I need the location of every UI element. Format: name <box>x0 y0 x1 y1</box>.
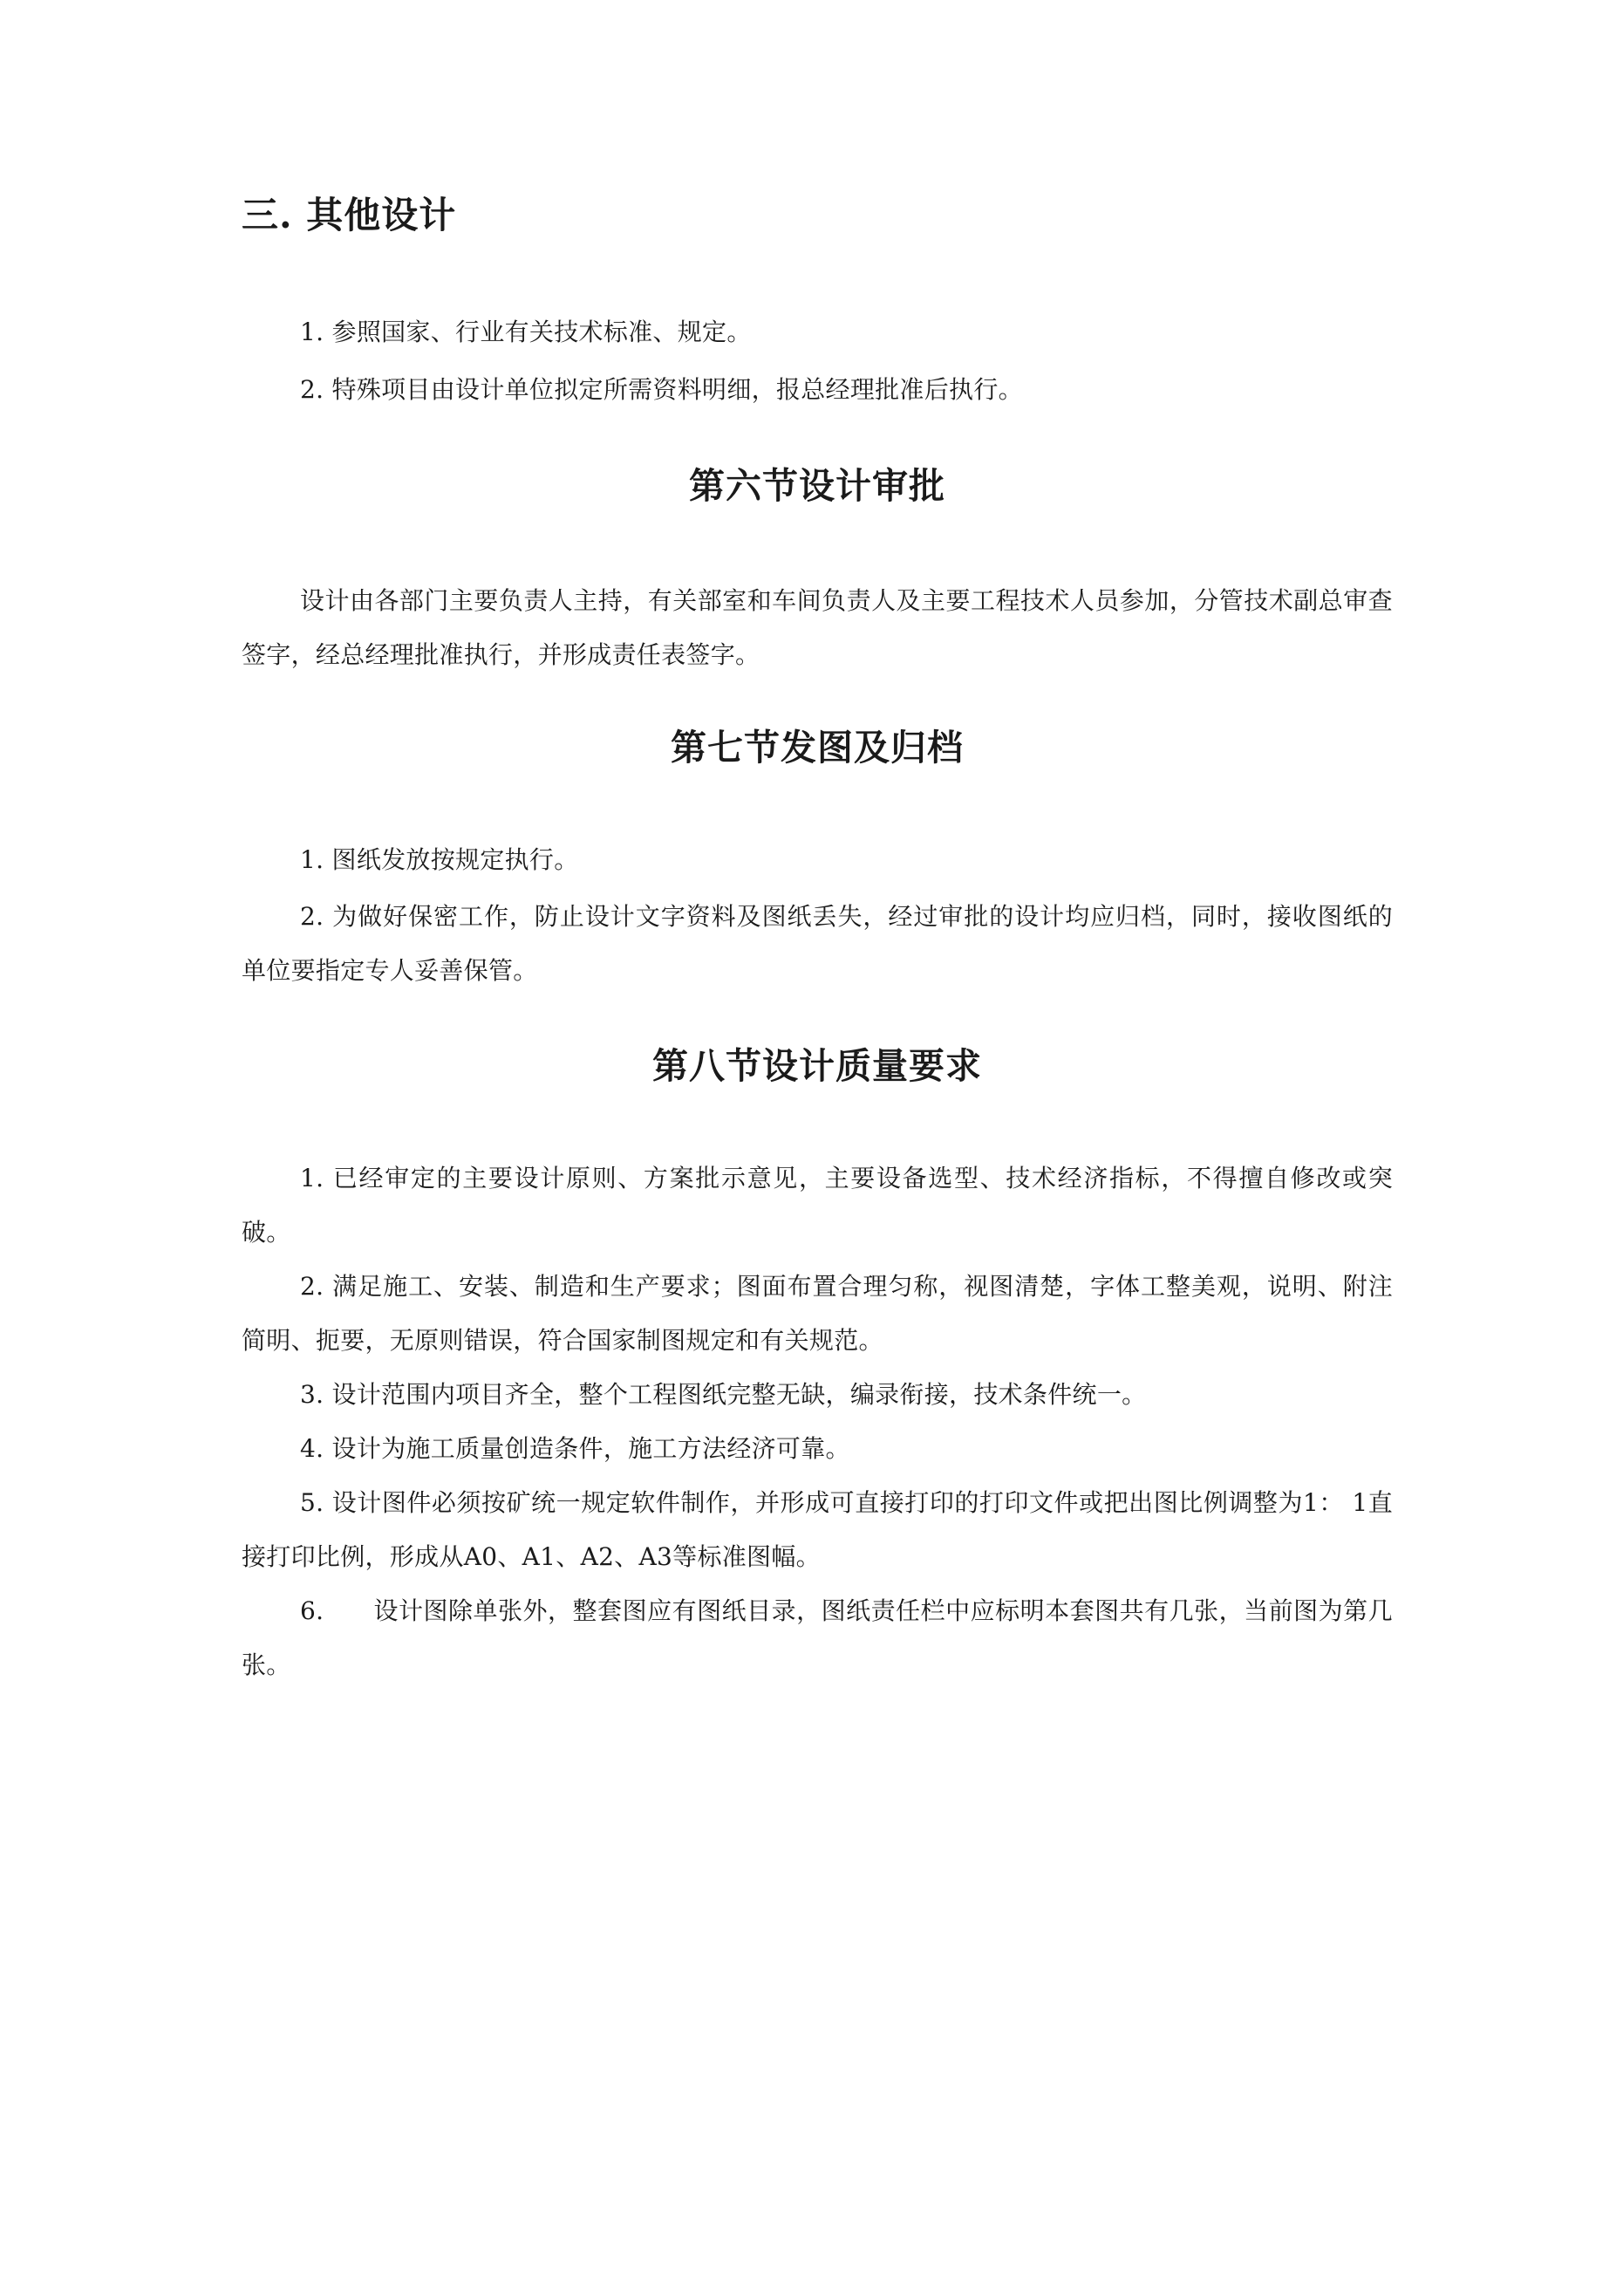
section-heading-design-approval: 第六节设计审批 <box>689 465 945 507</box>
section-heading-drawing-release: 第七节发图及归档 <box>671 727 964 769</box>
quality-item-5: 5. 设计图件必须按矿统一规定软件制作，并形成可直接打印的打印文件或把出图比例调整为1： 1直接打印比例，形成从A0、A1、A2、A3等标准图幅。 <box>242 1488 1393 1571</box>
quality-item-6: 6. 设计图除单张外，整套图应有图纸目录，图纸责任栏中应标明本套图共有几张，当前图为第几张。 <box>242 1596 1393 1679</box>
drawing-release-item-1: 1. 图纸发放按规定执行。 <box>300 845 579 874</box>
quality-item-2: 2. 满足施工、安装、制造和生产要求；图面布置合理匀称，视图清楚，字体工整美观，说明、附注简明、扼要，无原则错误，符合国家制图规定和有关规范。 <box>242 1272 1393 1355</box>
quality-item-3: 3. 设计范围内项目齐全，整个工程图纸完整无缺，编录衔接，技术条件统一。 <box>300 1380 1147 1409</box>
section-heading-quality-requirements: 第八节设计质量要求 <box>652 1045 982 1087</box>
section-heading-other-design: 三. 其他设计 <box>242 194 457 236</box>
quality-item-1: 1. 已经审定的主要设计原则、方案批示意见，主要设备选型、技术经济指标，不得擅自修改或突破。 <box>242 1164 1393 1247</box>
quality-item-4: 4. 设计为施工质量创造条件，施工方法经济可靠。 <box>300 1434 850 1463</box>
design-approval-paragraph: 设计由各部门主要负责人主持，有关部室和车间负责人及主要工程技术人员参加，分管技术副总审查签字，经总经理批准执行，并形成责任表签字。 <box>242 586 1393 669</box>
drawing-release-item-2: 2. 为做好保密工作，防止设计文字资料及图纸丢失，经过审批的设计均应归档，同时，接收图纸的单位要指定专人妥善保管。 <box>242 902 1393 985</box>
other-design-item-1: 1. 参照国家、行业有关技术标准、规定。 <box>300 318 752 346</box>
other-design-item-2: 2. 特殊项目由设计单位拟定所需资料明细，报总经理批准后执行。 <box>300 375 1023 404</box>
